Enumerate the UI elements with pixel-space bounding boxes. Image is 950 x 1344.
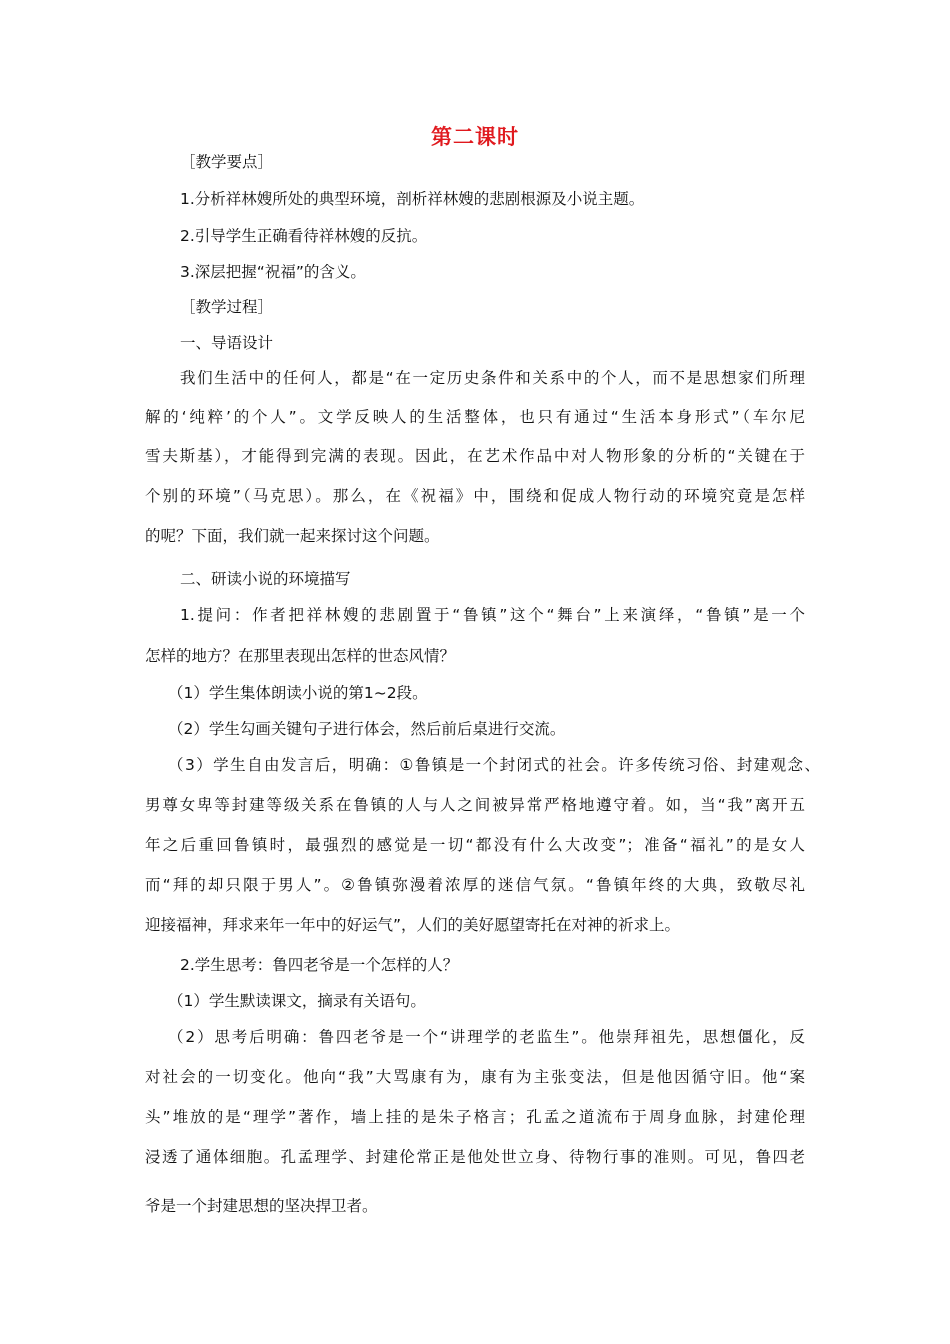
- key-point-2: 2.引导学生正确看待祥林嫂的反抗。: [180, 227, 428, 245]
- paragraph-line: 雪夫斯基），才能得到完满的表现。因此，在艺术作品中对人物形象的分析的“关键在于: [145, 447, 805, 465]
- paragraph-line: 爷是一个封建思想的坚决捍卫者。: [145, 1197, 378, 1215]
- subheading-intro: 一、导语设计: [180, 334, 274, 352]
- key-point-3: 3.深层把握“祝福”的含义。: [180, 263, 366, 281]
- paragraph-line: 对社会的一切变化。他向“我”大骂康有为，康有为主张变法，但是他因循守旧。他“案: [145, 1068, 805, 1086]
- paragraph-line: 年之后重回鲁镇时，最强烈的感觉是一切“都没有什么大改变”；准备“福礼”的是女人: [145, 836, 805, 854]
- paragraph-line: 迎接福神，拜求来年一年中的好运气”，人们的美好愿望寄托在对神的祈求上。: [145, 916, 681, 934]
- paragraph-line: 怎样的地方？在那里表现出怎样的世态风情？: [145, 647, 456, 665]
- section-heading-process: ［教学过程］: [180, 298, 274, 316]
- list-item: （2）学生勾画关键句子进行体会，然后前后桌进行交流。: [168, 720, 566, 738]
- paragraph-line: 我们生活中的任何人，都是“在一定历史条件和关系中的个人，而不是思想家们所理: [180, 369, 805, 387]
- paragraph-line: 浸透了通体细胞。孔孟理学、封建伦常正是他处世立身、待物行事的准则。可见，鲁四老: [145, 1148, 805, 1166]
- list-item: （1）学生集体朗读小说的第1~2段。: [168, 684, 428, 702]
- section-heading-key-points: ［教学要点］: [180, 153, 274, 171]
- paragraph-line: 解的‘纯粹’的个人”。文学反映人的生活整体，也只有通过“生活本身形式”（车尔尼: [145, 408, 805, 426]
- paragraph-line: 1.提问：作者把祥林嫂的悲剧置于“鲁镇”这个“舞台”上来演绎，“鲁镇”是一个: [180, 606, 805, 624]
- list-item: （1）学生默读课文，摘录有关语句。: [168, 992, 426, 1010]
- paragraph-line: 而“拜的却只限于男人”。②鲁镇弥漫着浓厚的迷信气氛。“鲁镇年终的大典，致敬尽礼: [145, 876, 805, 894]
- paragraph-line: 男尊女卑等封建等级关系在鲁镇的人与人之间被异常严格地遵守着。如，当“我”离开五: [145, 796, 805, 814]
- paragraph-line: 个别的环境”（马克思）。那么，在《祝福》中，围绕和促成人物行动的环境究竟是怎样: [145, 487, 805, 505]
- paragraph-line: （3）学生自由发言后，明确：①鲁镇是一个封闭式的社会。许多传统习俗、封建观念、: [168, 756, 820, 774]
- paragraph-line: 的呢？下面，我们就一起来探讨这个问题。: [145, 527, 440, 545]
- lesson-title: 第二课时: [431, 125, 519, 149]
- subheading-environment: 二、研读小说的环境描写: [180, 570, 351, 588]
- paragraph-line: （2）思考后明确：鲁四老爷是一个“讲理学的老监生”。他崇拜祖先，思想僵化，反: [168, 1028, 805, 1046]
- list-item: 2.学生思考：鲁四老爷是一个怎样的人？: [180, 956, 459, 974]
- paragraph-line: 头”堆放的是“理学”著作，墙上挂的是朱子格言；孔孟之道流布于周身血脉，封建伦理: [145, 1108, 805, 1126]
- key-point-1: 1.分析祥林嫂所处的典型环境，剖析祥林嫂的悲剧根源及小说主题。: [180, 190, 645, 208]
